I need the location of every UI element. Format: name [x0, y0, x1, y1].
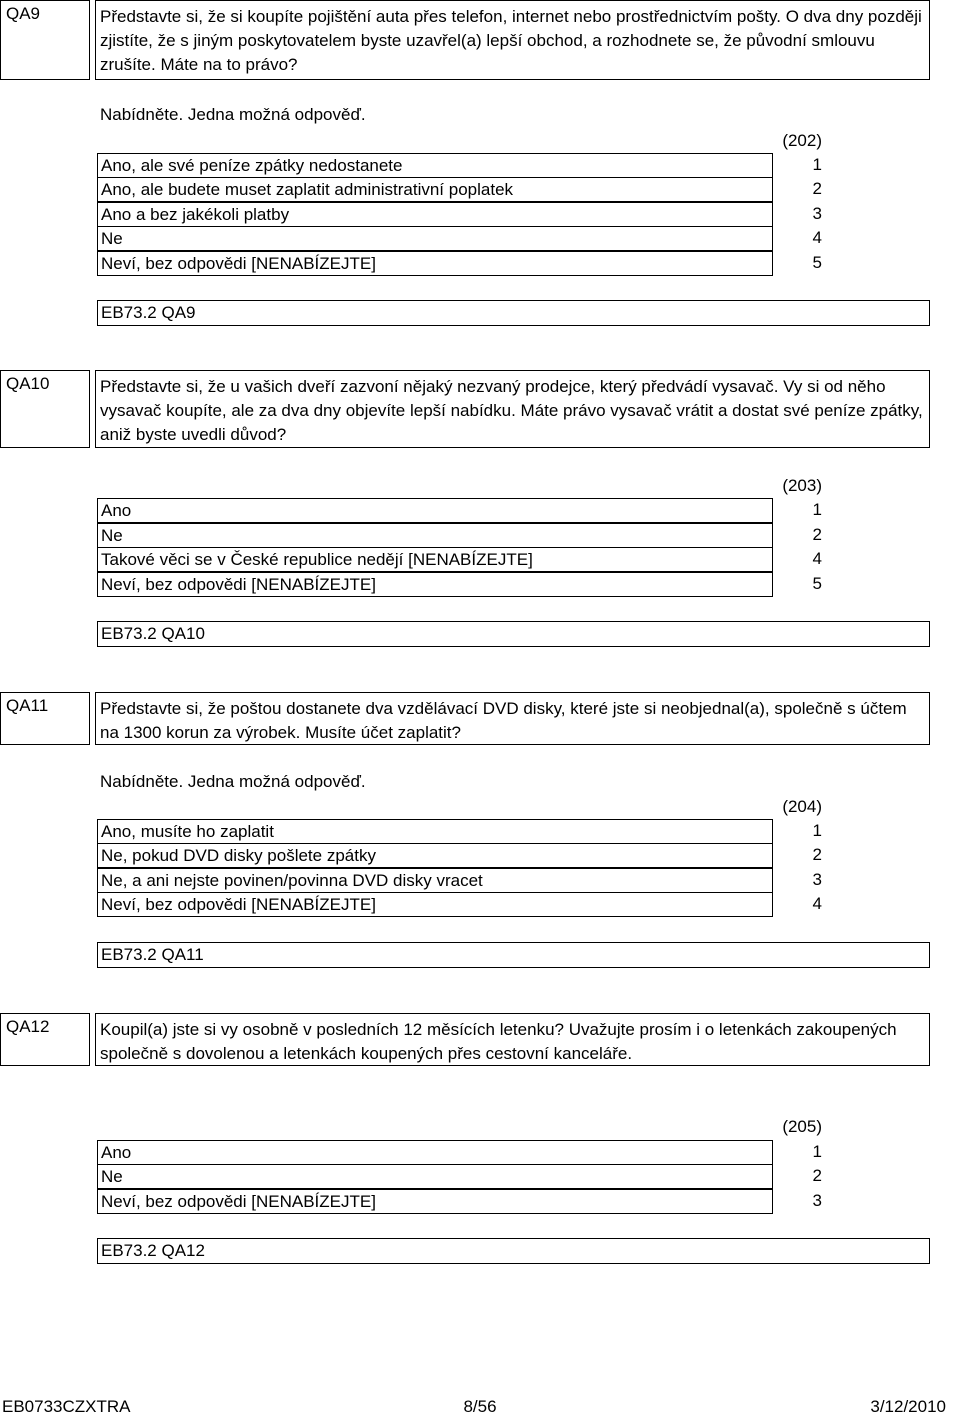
- reference-box: [97, 1238, 930, 1264]
- question-text-box: [95, 0, 930, 80]
- answer-option[interactable]: [97, 202, 773, 227]
- answer-option[interactable]: [97, 177, 773, 202]
- answer-code: 4: [812, 549, 822, 568]
- question-id: QA10: [6, 374, 50, 393]
- question-id-box: [0, 0, 90, 80]
- answer-option[interactable]: [97, 819, 773, 844]
- answer-label: Neví, bez odpovědi [NENABÍZEJTE]: [101, 254, 376, 273]
- answer-label: Ano: [101, 501, 132, 520]
- answer-label: Neví, bez odpovědi [NENABÍZEJTE]: [101, 575, 376, 594]
- answer-label: Ne: [101, 1167, 123, 1186]
- answer-option[interactable]: [97, 153, 773, 178]
- question-text: Představte si, že si koupíte pojištění auta přes telefon, internet nebo prostřednictvím pošty. O dva dny později zjistíte, že s jiným poskytovatelem byste uzavřel(a) lepší obchod, a rozhodnete se, že původní smlouvu zrušíte. Máte na to právo?: [100, 7, 922, 74]
- instruction: Nabídněte. Jedna možná odpověď.: [100, 772, 366, 791]
- answer-code: 4: [812, 894, 822, 913]
- footer-doc-id: EB0733CZXTRA: [2, 1397, 131, 1416]
- answer-option[interactable]: [97, 226, 773, 251]
- answer-option[interactable]: [97, 868, 773, 893]
- answer-code: 3: [812, 204, 822, 223]
- answer-label: Ano, ale své peníze zpátky nedostanete: [101, 156, 403, 175]
- answer-label: Ne, pokud DVD disky pošlete zpátky: [101, 846, 376, 865]
- answer-option[interactable]: [97, 498, 773, 523]
- reference-label: EB73.2 QA12: [101, 1241, 205, 1260]
- answer-code: 2: [812, 845, 822, 864]
- reference-label: EB73.2 QA11: [101, 945, 204, 964]
- answer-code: 1: [812, 1142, 822, 1161]
- answer-option[interactable]: [97, 1164, 773, 1189]
- answer-code: 1: [812, 155, 822, 174]
- question-id-box: [0, 692, 90, 745]
- footer-date: 3/12/2010: [870, 1397, 946, 1416]
- reference-label: EB73.2 QA10: [101, 624, 205, 643]
- answer-code: 2: [812, 179, 822, 198]
- variable-number: (204): [782, 797, 822, 816]
- question-text-box: [95, 692, 930, 745]
- question-text: Představte si, že poštou dostanete dva vzdělávací DVD disky, které jste si neobjednal(a), společně s účtem na 1300 korun za výrobek. Musíte účet zaplatit?: [100, 699, 907, 742]
- answer-label: Ne: [101, 526, 123, 545]
- question-text: Představte si, že u vašich dveří zazvoní nějaký nezvaný prodejce, který předvádí vysavač. Vy si od něho vysavač koupíte, ale za dva dny objevíte lepší nabídku. Máte právo vysavač vrátit a dostat své peníze zpátky, aniž byste uvedli důvod?: [100, 377, 923, 444]
- answer-label: Ano: [101, 1143, 132, 1162]
- variable-number: (202): [782, 131, 822, 150]
- answer-label: Ano, musíte ho zaplatit: [101, 822, 274, 841]
- answer-code: 2: [812, 525, 822, 544]
- answer-option[interactable]: [97, 572, 773, 597]
- answer-label: Ano a bez jakékoli platby: [101, 205, 290, 224]
- answer-code: 5: [812, 253, 822, 272]
- reference-box: [97, 300, 930, 326]
- question-text-box: [95, 370, 930, 448]
- reference-box: [97, 942, 930, 968]
- question-id: QA12: [6, 1017, 50, 1036]
- answer-option[interactable]: [97, 547, 773, 572]
- answer-option[interactable]: [97, 1189, 773, 1214]
- answer-option[interactable]: [97, 523, 773, 548]
- question-text: Koupil(a) jste si vy osobně v posledních 12 měsících letenku? Uvažujte prosím i o letenkách zakoupených společně s dovolenou a letenkách koupených přes cestovní kanceláře.: [100, 1020, 897, 1063]
- answer-label: Ano, ale budete muset zaplatit administrativní poplatek: [101, 180, 514, 199]
- answer-label: Ne: [101, 229, 123, 248]
- answer-code: 2: [812, 1166, 822, 1185]
- answer-option[interactable]: [97, 1140, 773, 1165]
- question-text-box: [95, 1013, 930, 1066]
- reference-label: EB73.2 QA9: [101, 303, 196, 322]
- answer-code: 4: [812, 228, 822, 247]
- answer-code: 1: [812, 821, 822, 840]
- answer-label: Neví, bez odpovědi [NENABÍZEJTE]: [101, 895, 376, 914]
- question-id-box: [0, 1013, 90, 1066]
- answer-option[interactable]: [97, 843, 773, 868]
- answer-option[interactable]: [97, 251, 773, 276]
- answer-option[interactable]: [97, 892, 773, 917]
- answer-code: 1: [812, 500, 822, 519]
- answer-code: 3: [812, 1191, 822, 1210]
- answer-label: Takové věci se v České republice nedějí [NENABÍZEJTE]: [101, 550, 533, 569]
- answer-code: 5: [812, 574, 822, 593]
- variable-number: (203): [782, 476, 822, 495]
- variable-number: (205): [782, 1117, 822, 1136]
- question-id-box: [0, 370, 90, 448]
- answer-label: Ne, a ani nejste povinen/povinna DVD disky vracet: [101, 871, 483, 890]
- footer-page-number: 8/56: [463, 1397, 497, 1416]
- instruction: Nabídněte. Jedna možná odpověď.: [100, 105, 366, 124]
- question-id: QA11: [6, 696, 49, 715]
- answer-label: Neví, bez odpovědi [NENABÍZEJTE]: [101, 1192, 376, 1211]
- reference-box: [97, 621, 930, 647]
- answer-code: 3: [812, 870, 822, 889]
- question-id: QA9: [6, 4, 41, 23]
